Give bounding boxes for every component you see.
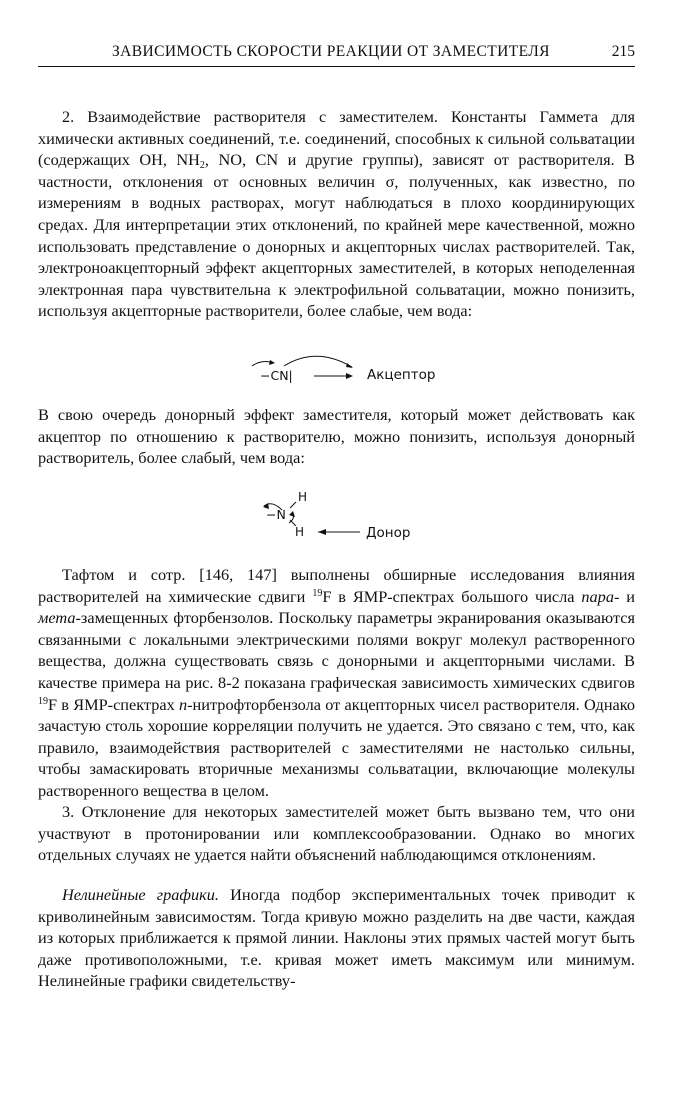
paragraph-deviation-protonation: 3. Отклонение для некоторых заместителей может быть вызвано тем, что они участвуют в протонировании или комплексообразовании. Однако во многих отдельных случаях не удается найти объяснений наблюдающимся отклонениям. xyxy=(38,802,635,865)
paragraph-donor-effect: В свою очередь донорный эффект заместителя, который может действовать как акцептор по отношению к растворителю, можно понизить, используя донорный растворитель, более слабый, чем вода: xyxy=(38,405,635,468)
running-header xyxy=(38,40,635,67)
hydrogen-bottom: H xyxy=(295,525,305,539)
donor-scheme xyxy=(256,488,416,548)
cyano-group: −CN| xyxy=(260,368,293,383)
acceptor-label: Акцептор xyxy=(367,367,436,383)
amino-group: −N xyxy=(266,507,286,522)
paragraph-solvent-substituent-interaction: 2. Взаимодействие растворителя с заместителем. Константы Гаммета для химически активных соединений, т.е. соединений, способных к сильной сольватации (содержащих OH, $NH_2$, NO, CN и другие группы), зависят от растворителя. В частности, отклонения от основных величин σ, полученных, как известно, по измерениям в водных растворах, могут наблюдаться в плохо координирующих средах. Для интерпретации этих отклонений, по крайней мере качественной, можно использовать представление о донорных и акцепторных числах растворителей. Так, электроноакцепторный эффект акцепторных заместителей, в которых неподеленная электронная пара чувствительна к электрофильной сольватации, можно понизить, используя акцепторные растворители, более слабые, чем вода: xyxy=(38,107,635,321)
running-title: ЗАВИСИМОСТЬ СКОРОСТИ РЕАКЦИИ ОТ ЗАМЕСТИТЕЛЯ xyxy=(112,43,550,60)
donor-label: Донор xyxy=(366,525,411,541)
paragraph-nonlinear-plots: Нелинейные графики. Иногда подбор экспериментальных точек приводит к криволинейным зависимостям. Тогда кривую можно разделить на две части, каждая из которых приближается к прямой линии. Наклоны этих прямых частей могут быть даже противоположными, т.е. кривая может иметь максимум или минимум. Нелинейные графики свидетельству- xyxy=(38,885,635,991)
paragraph-taft-studies: Тафтом и сотр. [146, 147] выполнены обширные исследования влияния растворителей на химические сдвиги $^{19}$F в ЯМР-спектрах большого числа пара- и мета-замещенных фторбензолов. Поскольку параметры экранирования оказываются связанными с локальными электрическими полями вокруг молекул растворенного вещества, должна существовать связь с донорными и акцепторными числами. В качестве примера на рис. 8-2 показана графическая зависимость химических сдвигов $^{19}$F в ЯМР-спектрах п-нитрофторбензола от акцепторных чисел растворителя. Однако зачастую столь хорошие корреляции получить не удается. Это связано с тем, что, как правило, взаимодействия растворителей с заместителями не настолько сильны, чтобы замаскировать вторичные механизмы сольватации, включающие молекулы растворенного вещества в целом. xyxy=(38,565,635,800)
acceptor-scheme xyxy=(248,352,448,388)
hydrogen-top: H xyxy=(298,490,308,504)
page-number: 215 xyxy=(611,43,635,60)
